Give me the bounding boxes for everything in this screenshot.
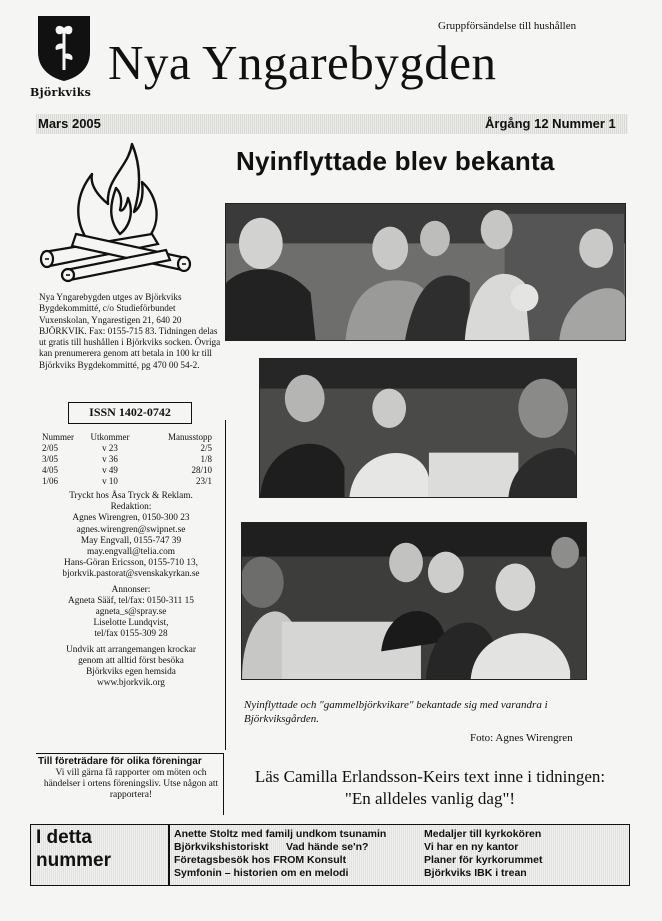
schedule-cell: 3/05 (42, 454, 59, 464)
publication-schedule (36, 432, 224, 487)
printer-line: Tryckt hos Åsa Tryck & Reklam. (69, 491, 193, 501)
event-photo-1 (225, 203, 626, 341)
column-divider (225, 420, 226, 750)
editorial-heading: Redaktion: (110, 502, 152, 513)
contents-column-2 (424, 828, 542, 880)
schedule-header-cell: Nummer (42, 432, 74, 442)
event-photo-2 (259, 358, 577, 498)
contents-item: Anette Stoltz med familj undkom tsunamin (174, 828, 387, 840)
credits-block (36, 491, 226, 689)
editor-email-link[interactable]: agnes.wirengren@swipnet.se (76, 524, 186, 535)
ads-line: Agneta Sääf, tel/fax: 0150-311 15 (68, 595, 194, 606)
schedule-cell: v 10 (102, 476, 118, 486)
schedule-cell: 2/5 (200, 443, 212, 453)
editor-line: Hans-Göran Ericsson, 0155-710 13, (63, 558, 198, 569)
contents-item: Björkvikshistoriskt Vad hände se'n? (174, 841, 369, 853)
schedule-cell: v 49 (102, 465, 118, 475)
contents-item: Symfonin – historien om en melodi (174, 867, 349, 879)
schedule-cell: 4/05 (42, 465, 59, 475)
schedule-cell: 1/06 (42, 476, 59, 486)
contents-item: Planer för kyrkorummet (424, 854, 543, 866)
schedule-row (36, 443, 224, 454)
schedule-cell: 2/05 (42, 443, 59, 453)
schedule-cell: v 23 (102, 443, 118, 453)
ads-line: tel/fax 0155-309 28 (94, 629, 168, 640)
photo-caption: Nyinflyttade och "gammelbjörkvikare" bekantade sig med varandra i Björkviksgården. (244, 699, 548, 725)
schedule-header-cell: Utkommer (90, 432, 130, 442)
issue-date: Mars 2005 (38, 116, 101, 131)
schedule-header-row (36, 432, 224, 443)
publisher-info: Nya Yngarebygden utges av Björkviks Bygdekommitté, c/o Studieförbundet Vuxenskolan, Yngarestigen 21, 640 20 BJÖRKVIK. Fax: 0155-715 83. Tidningen delas ut gratis till hushållen i Björkviks socken. Övriga kan prenumerera genom att betala in 100 kr till Björkviks Bygdekommitté, pg 470 00 54-2. (39, 292, 221, 370)
schedule-cell: 28/10 (191, 465, 212, 475)
contents-item: Företagsbesök hos FROM Konsult (174, 854, 347, 866)
article-headline: Nyinflyttade blev bekanta (236, 146, 555, 176)
schedule-cell: v 36 (102, 454, 118, 464)
contents-title: I detta nummer (36, 827, 111, 871)
website-link[interactable]: www.bjorkvik.org (97, 678, 165, 689)
ads-heading: Annonser: (111, 584, 151, 595)
contents-item: Medaljer till kyrkokören (424, 828, 542, 840)
contents-item: Björkviks IBK i trean (424, 867, 527, 879)
notice-line: genom att alltid först besöka (78, 655, 184, 666)
schedule-header-cell: Manusstopp (167, 432, 212, 442)
editor-email-link[interactable]: bjorkvik.pastorat@svenskakyrkan.se (62, 569, 200, 580)
contents-column-1 (174, 828, 386, 880)
issue-volume: Årgång 12 Nummer 1 (485, 116, 616, 131)
ads-email-link[interactable]: agneta_s@spray.se (95, 607, 167, 618)
schedule-cell: 23/1 (195, 476, 212, 486)
photo-credit: Foto: Agnes Wirengren (470, 732, 573, 744)
schedule-row (36, 465, 224, 476)
crest-name: Björkviks (30, 86, 92, 99)
article-teaser: Läs Camilla Erlandsson-Keirs text inne i tidningen: "En alldeles vanlig dag"! (254, 767, 606, 808)
newsletter-title: Nya Yngarebygden (108, 35, 497, 90)
issn-box: ISSN 1402-0742 (68, 402, 192, 424)
schedule-cell: 1/8 (200, 454, 212, 464)
coat-of-arms-logo (36, 14, 92, 82)
schedule-row (36, 476, 224, 487)
notice-line: Undvik att arrangemangen krockar (66, 644, 196, 655)
campfire-illustration (36, 138, 196, 288)
editor-line: Agnes Wirengren, 0150-300 23 (72, 513, 190, 524)
contents-divider (168, 824, 170, 886)
editor-email-link[interactable]: may.engvall@telia.com (87, 547, 175, 558)
ads-line: Liselotte Lundqvist, (93, 618, 169, 629)
editor-line: May Engvall, 0155-747 39 (80, 535, 182, 546)
distribution-tagline: Gruppförsändelse till hushållen (438, 20, 577, 32)
notice-line: Björkviks egen hemsida (86, 667, 176, 678)
contents-item: Vi har en ny kantor (424, 841, 519, 853)
associations-text: Vi vill gärna få rapporter om möten och händelser i ortens föreningsliv. Utse någon att rapportera! (43, 768, 219, 801)
event-photo-3 (241, 522, 587, 680)
associations-title: Till företrädare för olika föreningar (38, 756, 202, 767)
schedule-row (36, 454, 224, 465)
